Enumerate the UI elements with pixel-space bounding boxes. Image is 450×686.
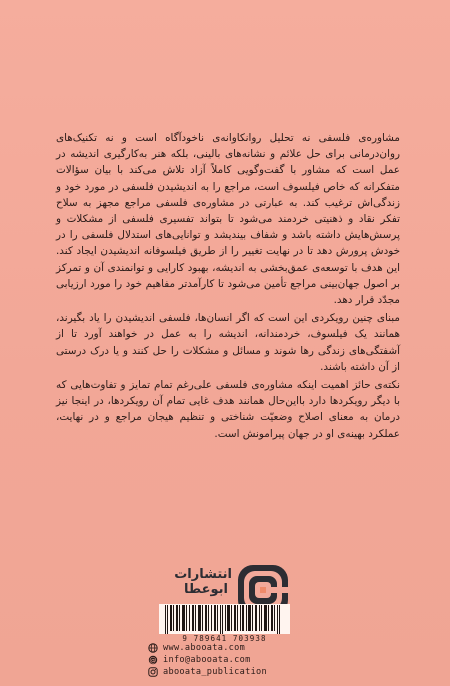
at-icon [148,655,158,665]
website-text[interactable]: www.abooata.com [163,643,246,653]
blurb-paragraph-3: نکته‌ی حائز اهمیت اینکه مشاوره‌ی فلسفی علی‌رغم تمام تمایز و تفاوت‌هایی که با دیگر رویکردها دارد بااین‌حال همانند هدف غایی تمام آن رویکردها، در اینجا نیز درمان به معنای اصلاح وضعیّت شناختی و تنظیم هیجان مراجع و در نهایت، عملکرد بهینه‌ی او در جهان پیرامونش است. [56,379,400,440]
contact-website[interactable] [148,643,308,653]
globe-icon [148,643,158,653]
publisher-name [174,567,232,597]
svg-text:@: @ [149,656,157,665]
email-text[interactable]: info@abooata.com [163,655,251,665]
instagram-text[interactable]: abooata_publication [163,667,268,677]
barcode [159,604,290,634]
barcode-bars [159,604,290,634]
publisher-name-line1: انتشارات [174,567,232,582]
instagram-icon [148,667,158,677]
isbn-number: 9 789641 703938 [182,634,267,643]
blurb-paragraph-1: مشاوره‌ی فلسفی نه تحلیل روانکاوانه‌ی ناخودآگاه است و نه تکنیک‌های روان‌درمانی برای حل علائم و نشانه‌های بالینی، بلکه هنر به‌کارگیری اندیشه در عمل است که مشاور با گفت‌وگویی کاملاً آزاد تلاش می‌کند با بیان سؤالات متفکرانه که خاص فیلسوف است، مراجع را به اندیشیدن فلسفی در مورد خود و زندگی‌اش ترغیب کند. به عبارتی در مشاوره‌ی فلسفی مراجع مجهز به سلاح تفکر نقاد و ذهنیتی خردمند می‌شود تا بتواند تفسیری فلسفی از مشکلات و پرسش‌هایش داشته باشد و شفاف بیندیشد و توانایی‌های استدلال فلسفی را در خودش پرورش دهد تا در نهایت تغییر را از طریق فیلسوفانه اندیشیدن ایجاد کند. این هدف با توسعه‌ی عمق‌بخشی به اندیشه، بهبود کارایی و توانمندی آن و تمرکز بر اصول جهان‌بینی مراجع تأمین می‌شود تا کارآمدتر مفاهیم خود را مورد ارزیابی مجدّد قرار دهد. [56,132,400,307]
publisher-name-line2: ابوعطا [184,582,228,597]
contact-instagram[interactable] [148,667,308,677]
blurb-paragraph-2: مبنای چنین رویکردی این است که اگر انسان‌ها، فلسفی اندیشیدن را یاد بگیرند، همانند یک فیلسوف، خردمندانه، اندیشه را به عمل در خواهند آورد تا از آشفتگی‌های زندگی رها شوند و مسائل و مشکلات را حل کنند و یا درک درستی از آن داشته باشند. [56,312,400,373]
blurb-text [56,130,400,442]
contact-email[interactable] [148,655,308,665]
